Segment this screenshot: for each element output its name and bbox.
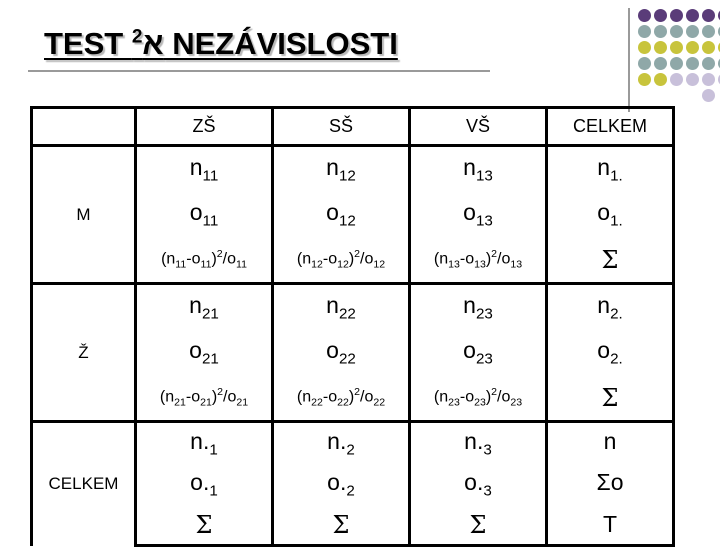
cell-n-col1: $n._1$: [136, 422, 273, 464]
cell-o22: $o_{22}$: [273, 330, 410, 376]
decor-dot: [638, 41, 651, 54]
decor-dot: [654, 9, 667, 22]
decor-dot: [670, 73, 683, 86]
cell-o-col2: $o._2$: [273, 464, 410, 506]
decor-dot: [702, 89, 715, 102]
decor-dot: [670, 9, 683, 22]
cell-n-col3: $n._3$: [410, 422, 547, 464]
cell-sum-col1: Σ: [136, 506, 273, 546]
cell-o-col1: $o._1$: [136, 464, 273, 506]
header-vs: VŠ: [410, 108, 547, 146]
decor-dot: [654, 25, 667, 38]
contingency-table: [30, 106, 675, 547]
row-label-z: Ž: [32, 284, 136, 422]
row-label-celkem: CELKEM: [32, 422, 136, 546]
decor-dot: [686, 9, 699, 22]
cell-n22: $n_{22}$: [273, 284, 410, 330]
decor-dot: [686, 25, 699, 38]
decor-dot: [670, 57, 683, 70]
header-celkem: CELKEM: [547, 108, 674, 146]
decor-dot: [686, 41, 699, 54]
decor-dot: [702, 73, 715, 86]
cell-o1-total: $o_{1.}$: [547, 192, 674, 238]
decor-dot: [670, 25, 683, 38]
decor-dot: [670, 41, 683, 54]
decor-dot: [702, 25, 715, 38]
header-zs: ZŠ: [136, 108, 273, 146]
decor-dot: [638, 9, 651, 22]
decor-dot: [654, 57, 667, 70]
cell-chi-12: $(n_{12}-o_{12})^2/o_{12}$: [273, 238, 410, 284]
cell-chi-22: $(n_{22}-o_{22})^2/o_{22}$: [273, 376, 410, 422]
cell-n-col2: $n._2$: [273, 422, 410, 464]
cell-n13: $n_{13}$: [410, 146, 547, 192]
cell-o13: $o_{13}$: [410, 192, 547, 238]
decor-dot: [638, 25, 651, 38]
decor-dot: [702, 9, 715, 22]
cell-n2-total: $n_{2.}$: [547, 284, 674, 330]
cell-o2-total: $o_{2.}$: [547, 330, 674, 376]
corner-cell: [32, 108, 136, 146]
cell-n-grand: n: [547, 422, 674, 464]
cell-n12: $n_{12}$: [273, 146, 410, 192]
decor-dot: [654, 41, 667, 54]
cell-test-statistic: T: [547, 506, 674, 546]
decor-dot: [654, 73, 667, 86]
decor-dot: [702, 41, 715, 54]
header-ss: SŠ: [273, 108, 410, 146]
decor-dot: [686, 73, 699, 86]
cell-sum-col3: Σ: [410, 506, 547, 546]
cell-chi-21: $(n_{21}-o_{21})^2/o_{21}$: [136, 376, 273, 422]
cell-n23: $n_{23}$: [410, 284, 547, 330]
slide-title: TEST א$^2$ NEZÁVISLOSTI: [44, 26, 398, 61]
decor-dot: [638, 73, 651, 86]
cell-sum-m: Σ: [547, 238, 674, 284]
cell-o12: $o_{12}$: [273, 192, 410, 238]
decor-dot: [702, 57, 715, 70]
decor-horizontal-line: [28, 70, 490, 72]
cell-o23: $o_{23}$: [410, 330, 547, 376]
cell-o11: $o_{11}$: [136, 192, 273, 238]
cell-o21: $o_{21}$: [136, 330, 273, 376]
cell-n1-total: $n_{1.}$: [547, 146, 674, 192]
cell-chi-23: $(n_{23}-o_{23})^2/o_{23}$: [410, 376, 547, 422]
cell-sum-col2: Σ: [273, 506, 410, 546]
cell-o-col3: $o._3$: [410, 464, 547, 506]
cell-n21: $n_{21}$: [136, 284, 273, 330]
row-label-m: M: [32, 146, 136, 284]
decor-vertical-line: [628, 8, 630, 112]
cell-chi-13: $(n_{13}-o_{13})^2/o_{13}$: [410, 238, 547, 284]
cell-sum-z: Σ: [547, 376, 674, 422]
cell-o-grand: Σo: [547, 464, 674, 506]
decor-dot: [638, 57, 651, 70]
decor-dot: [686, 57, 699, 70]
cell-n11: $n_{11}$: [136, 146, 273, 192]
cell-chi-11: $(n_{11}-o_{11})^2/o_{11}$: [136, 238, 273, 284]
